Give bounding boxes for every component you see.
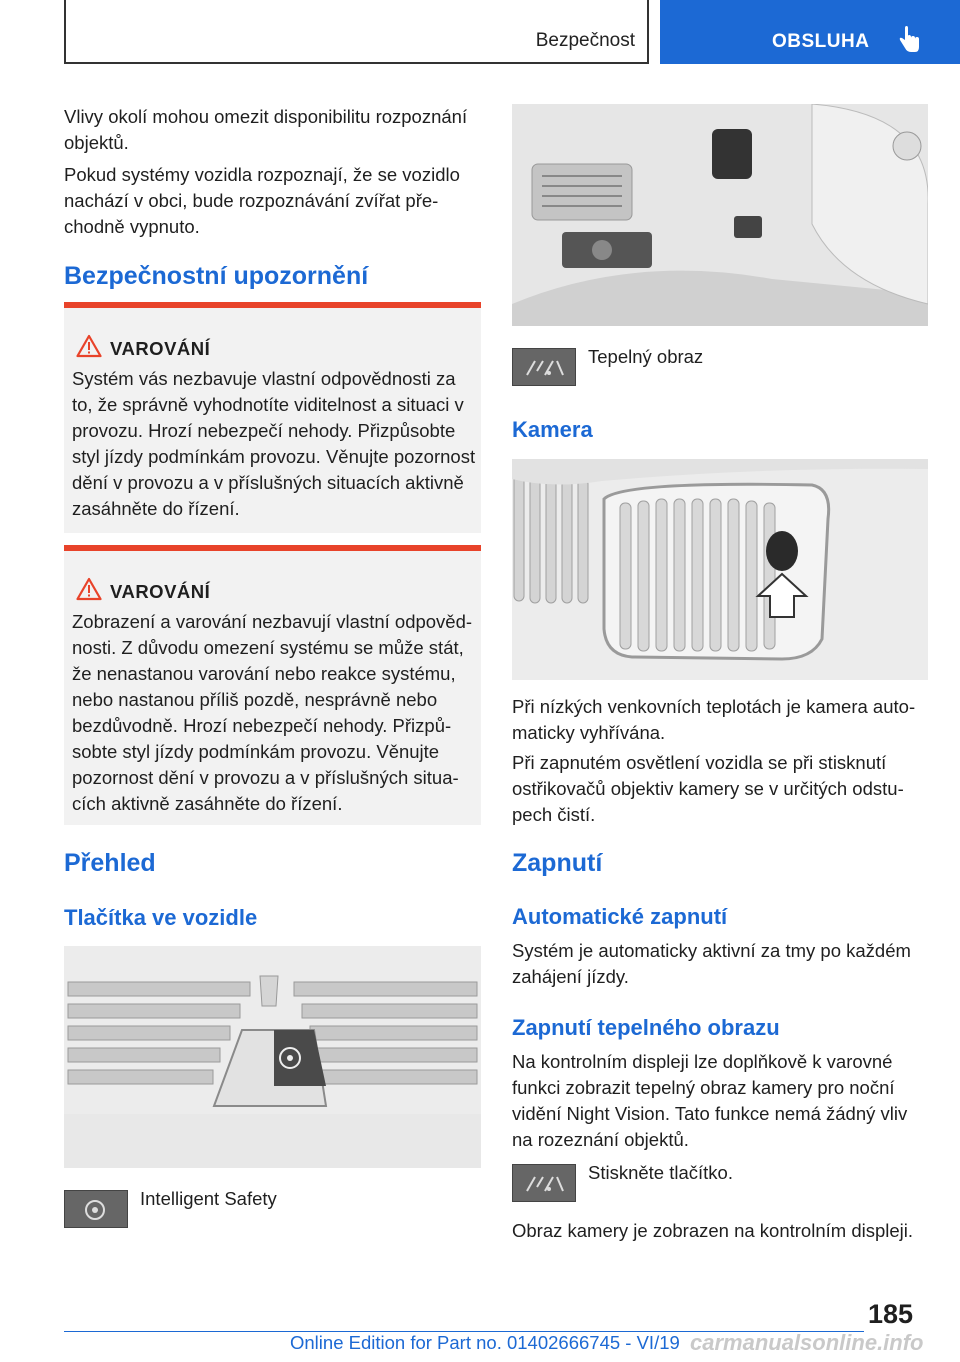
header-section-box [64,0,649,64]
press-button-caption: Stiskněte tlačítko. [588,1162,733,1183]
thermal-image-caption: Tepelný obraz [588,346,704,367]
final-paragraph: Obraz kamery je zobrazen na kontrolním displeji. [512,1220,914,1241]
thermal-switch-on-paragraph: Na kontrolním displeji lze doplňkově k varovné funkci zobrazit tepelný obraz kamery pro noční vidění Night Vision. Tato funkce nemá žádný vliv na rozeznání objektů. [512,1051,908,1150]
camera-heading: Kamera [512,417,593,442]
intro-paragraph-1: Vlivy okolí mohou omezit disponibilitu rozpoznání objektů. [64,106,468,153]
intelligent-safety-caption: Intelligent Safety [140,1188,277,1209]
auto-switch-on-paragraph: Systém je automaticky aktivní za tmy po každém zahájení jízdy. [512,940,911,987]
warning-box-1 [64,302,481,533]
intro-paragraph-2: Pokud systémy vozidla rozpoznají, že se vozidlo nachází v obci, bude rozpoznávání zvířat přechodně vypnuto. [64,164,460,237]
auto-switch-on-heading: Automatické zapnutí [512,904,728,929]
switch-on-heading: Zapnutí [512,849,603,877]
front-camera-image [512,459,928,680]
safety-heading: Bezpečnostní upozornění [64,262,369,290]
footer-watermark[interactable]: carmanualsonline.info [690,1330,924,1355]
warning-2-text: Zobrazení a varování nezbavují vlastní odpovědnosti. Z důvodu omezení systému se může stát, že nenastanou varování nebo reakce systému, nebo nastanou příliš pozdě, nesprávně nebo bezdůvodně. Hrozí nebezpečí nehody. Přizpůsobte styl jízdy podmínkám provozu. Věnujte pozornost dění v provozu a v příslušných situacích aktivně zasáhněte do řízení. [72,611,473,814]
header-section-title: Bezpečnost [535,30,635,51]
header-chapter-label: OBSLUHA [772,31,870,52]
camera-paragraph-1: Při nízkých venkovních teplotách je kamera automaticky vyhřívána. [512,696,916,743]
intelligent-safety-button-icon [64,1190,128,1228]
warning-triangle-icon [76,577,102,601]
warning-1-title: VAROVÁNÍ [110,338,211,359]
hand-pointer-icon [896,26,922,54]
thermal-image-button-icon [512,348,576,386]
header-chapter-tab[interactable] [660,0,960,64]
warning-triangle-icon [76,334,102,358]
thermal-button-icon [512,1164,576,1202]
warning-2-title: VAROVÁNÍ [110,581,211,602]
camera-paragraph-2: Při zapnutém osvětlení vozidla se při stisknutí ostřikovačů objektiv kamery se v určitých odstupech čistí. [512,752,904,825]
console-buttons-image [64,946,481,1168]
warning-1-text: Systém vás nezbavuje vlastní odpovědnosti za to, že správně vyhodnotíte viditelnost a situaci v provozu. Hrozí nebezpečí nehody. Přizpůsobte styl jízdy podmínkám provozu. Věnujte pozornost dění v provozu a v příslušných situacích aktivně zasáhněte do řízení. [72,368,476,519]
overview-heading: Přehled [64,849,156,877]
thermal-switch-on-heading: Zapnutí tepelného obrazu [512,1015,780,1040]
footer-edition: Online Edition for Part no. 01402666745 - VI/19 [290,1332,680,1353]
dashboard-image [512,104,928,326]
page-number: 185 [868,1299,914,1329]
buttons-heading: Tlačítka ve vozidle [64,905,258,930]
warning-box-2 [64,545,481,825]
